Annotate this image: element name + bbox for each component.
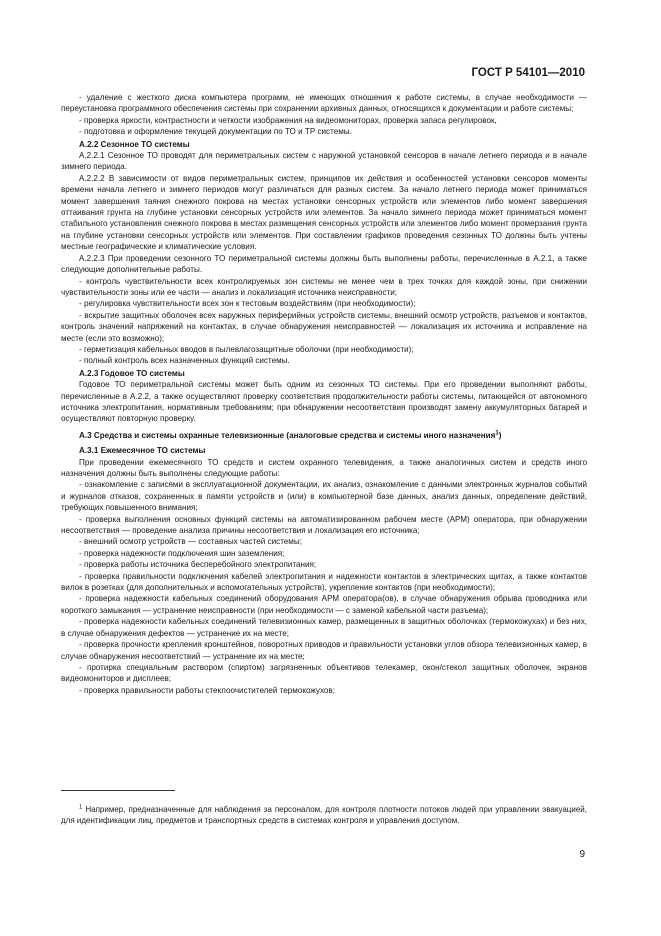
- body-paragraph: - проверка надежности подключения шин заземления;: [79, 548, 285, 558]
- body-paragraph: - проверка надежности кабельных соединений телевизионных камер, размещенных в защитных оболочках (термокожухах) и без них, в случае обнаружения дефектов — устранение их на месте;: [61, 617, 587, 638]
- body-paragraph: - проверка яркости, контрастности и четкости изображения на видеомониторах, проверка запаса регулировок,: [79, 115, 497, 125]
- body-paragraph: - подготовка и оформление текущей документации по ТО и ТР системы.: [79, 127, 352, 137]
- section-heading: А.3.1 Ежемесячное ТО системы: [79, 446, 206, 456]
- footnote-paragraph: [61, 804, 587, 827]
- footnote-divider: [61, 790, 175, 791]
- body-paragraph: - контроль чувствительности всех контролируемых зон системы не менее чем в трех точках для каждой зоны, при снижении чувствительности зоны или ее части — анализ и локализация источника неисправности;: [61, 276, 587, 297]
- body-paragraph: - протирка специальным раствором (спиртом) загрязненных объективов телекамер, окон/стекол защитных оболочек, экранов видеомониторов и дисплеев;: [61, 662, 587, 684]
- body-paragraph: А.2.2.3 При проведении сезонного ТО периметральной системы должны быть выполнены работы, перечисленные в А.2.1, а также следующие дополнительные работы.: [61, 253, 587, 275]
- footnote-mark: 1: [79, 804, 83, 811]
- body-paragraph: При проведении ежемесячного ТО средств и систем охранного телевидения, а также аналогичных систем и средств иного назначения должны быть выполнены следующие работы:: [61, 457, 587, 478]
- body-paragraph: - полный контроль всех назначенных функций системы.: [79, 356, 290, 366]
- body-paragraph: - проверка выполнения основных функций системы на автоматизированном рабочем месте (АРМ) оператора, при обнаружении несоответствия — проведение анализа причины несоответствия и локализация его источника;: [61, 514, 587, 536]
- chapter-heading-text: А.3 Средства и системы охранные телевизионные (аналоговые средства и системы иного назначения: [79, 430, 496, 440]
- section-heading: А.2.3 Годовое ТО системы: [79, 368, 185, 378]
- footnote: [61, 804, 587, 827]
- footnote-text: Например, предназначенные для наблюдения за персоналом, для контроля плотности потоков людей при управлении эвакуацией, для идентификации лиц, предметов и транспортных средств в системах контроля и управления доступом.: [61, 805, 587, 826]
- body-paragraph: - проверка работы источника бесперебойного электропитания;: [79, 560, 317, 570]
- body-paragraph: - проверка прочности крепления кронштейнов, поворотных приводов и правильности установки углов обзора телевизионных камер, в случае обнаружения несоответствий — устранение их на месте;: [61, 640, 587, 661]
- footnote-ref: 1: [495, 430, 499, 437]
- chapter-heading: [61, 430, 587, 441]
- body-paragraph: - проверка надежности кабельных соединений оборудования АРМ оператора(ов), в случае обнаружения обрыва проводника или короткого замыкания — устранение неисправности (при необходимости — с заменой кабельной части разъема);: [61, 594, 587, 615]
- body-paragraph: - герметизация кабельных вводов в пылевлагозащитные оболочки (при необходимости);: [79, 344, 414, 354]
- chapter-heading-close: ): [498, 430, 502, 440]
- document-body: [61, 92, 587, 696]
- body-paragraph: А.2.2.1 Сезонное ТО проводят для периметральных систем с наружной установкой сенсоров в начале летнего периода и в начале зимнего периода.: [61, 151, 587, 172]
- body-paragraph: - ознакомление с записями в эксплуатационной документации, их анализ, ознакомление с данными электронных журналов событий и журналов отказов, сохраненных в памяти устройств и (или) в компьютерной базе данных, анализ данных, определение действий, требующих повышенного внимания;: [61, 480, 587, 513]
- body-paragraph: - проверка правильности работы стеклоочистителей термокожухов;: [79, 685, 335, 695]
- document-header: ГОСТ Р 54101—2010: [471, 67, 585, 79]
- body-paragraph: - внешний осмотр устройств — составных частей системы;: [79, 537, 302, 547]
- body-paragraph: А.2.2.2 В зависимости от видов периметральных систем, принципов их действия и особенностей установки сенсоров моменты времени начала летнего и зимнего периодов могут различаться для разных систем. За начало летнего периода может приниматься момент завершения таяния снежного покрова на местах установки сенсорных устройств или элементов либо момент завершения оттаивания грунта на глубине установки сенсорных устройств или элементов. За начало зимнего периода может приниматься момент стабильного установления снежного покрова в местах размещения сенсорных устройств или элементов либо момент промерзания грунта на глубине установки сенсорных устройств или элементов. При составлении графиков проведения сезонных ТО должны быть учтены местные географические и климатические условия.: [61, 173, 587, 252]
- body-paragraph: - удаление с жесткого диска компьютера программ, не имеющих отношения к работе системы, в случае необходимости — переустановка программного обеспечения системы при сохранении архивных данных, относящихся к документации и работе системы;: [61, 93, 587, 114]
- body-paragraph: - проверка правильности подключения кабелей электропитания и надежности контактов в электрических щитах, а также контактов вилок в розетках (для дополнительных и вспомогательных устройств), укрепление контактов (при необходимости);: [61, 571, 587, 593]
- body-paragraph: - вскрытие защитных оболочек всех наружных периферийных устройств системы, внешний осмотр устройств, разъемов и контактов, контроль значений напряжений на контактах, в случае обнаружения неисправностей — локализация их источника и исправление на месте (если это возможно);: [61, 310, 587, 343]
- body-paragraph: Годовое ТО периметральной системы может быть одним из сезонных ТО системы. При его проведении выполняют работы, перечисленные в А.2.2, а также осуществляют проверку соответствия продолжительности работы системы, питающейся от автономного источника электропитания, нормативным требованиям; при обнаружении несоответствия производят замену аккумуляторных батарей и осуществляют повторную проверку.: [61, 380, 587, 424]
- body-paragraph: - регулировка чувствительности всех зон к тестовым воздействиям (при необходимости);: [79, 299, 416, 309]
- section-heading: А.2.2 Сезонное ТО системы: [79, 139, 190, 149]
- page-number: 9: [579, 849, 585, 860]
